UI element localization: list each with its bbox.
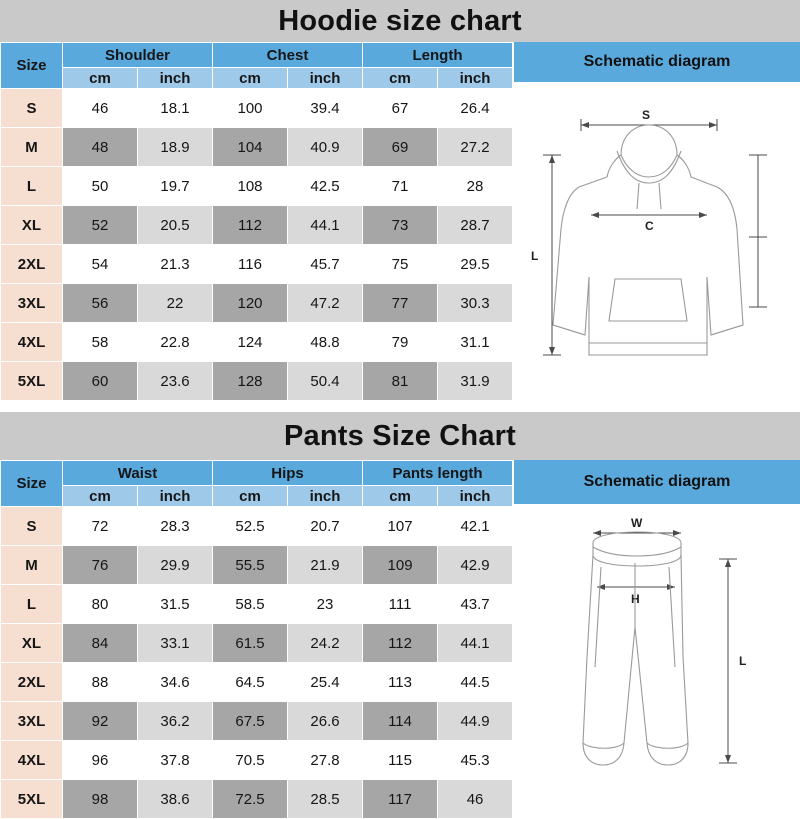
length-mark: L bbox=[531, 249, 539, 263]
cell: 44.5 bbox=[438, 663, 513, 702]
cell: 31.1 bbox=[438, 323, 513, 362]
cell: 23.6 bbox=[138, 362, 213, 401]
table-row bbox=[1, 585, 513, 624]
cell: 64.5 bbox=[213, 663, 288, 702]
cell: 55.5 bbox=[213, 546, 288, 585]
cell: 128 bbox=[213, 362, 288, 401]
cell: 52.5 bbox=[213, 507, 288, 546]
page-title: Hoodie size chart bbox=[278, 4, 522, 37]
unit-pants-length-inch: inch bbox=[438, 486, 513, 507]
hoodie-table-wrap bbox=[0, 42, 512, 412]
pants-table-wrap bbox=[0, 460, 512, 819]
cell: 21.3 bbox=[138, 245, 213, 284]
header-group-shoulder: Shoulder bbox=[63, 43, 213, 68]
shoulder-mark: S bbox=[642, 108, 651, 122]
pants-diagram-body bbox=[512, 504, 800, 800]
table-row bbox=[1, 89, 513, 128]
row-size: L bbox=[1, 585, 63, 624]
row-size: XL bbox=[1, 206, 63, 245]
cell: 71 bbox=[363, 167, 438, 206]
cell: 28.5 bbox=[288, 780, 363, 819]
row-size: 4XL bbox=[1, 741, 63, 780]
cell: 111 bbox=[363, 585, 438, 624]
cell: 46 bbox=[63, 89, 138, 128]
cell: 113 bbox=[363, 663, 438, 702]
pants-size-chart bbox=[0, 412, 800, 808]
cell: 27.8 bbox=[288, 741, 363, 780]
cell: 26.4 bbox=[438, 89, 513, 128]
cell: 44.1 bbox=[288, 206, 363, 245]
unit-length-cm: cm bbox=[363, 68, 438, 89]
cell: 124 bbox=[213, 323, 288, 362]
table-row bbox=[1, 741, 513, 780]
header-group-chest: Chest bbox=[213, 43, 363, 68]
row-size: S bbox=[1, 89, 63, 128]
table-row bbox=[1, 702, 513, 741]
table-header-row bbox=[1, 43, 513, 68]
table-row bbox=[1, 167, 513, 206]
cell: 116 bbox=[213, 245, 288, 284]
row-size: 2XL bbox=[1, 663, 63, 702]
pants-table bbox=[0, 460, 513, 819]
cell: 100 bbox=[213, 89, 288, 128]
hoodie-diagram-label: Schematic diagram bbox=[512, 42, 800, 82]
hoodie-body bbox=[0, 42, 800, 412]
hoodie-table bbox=[0, 42, 513, 401]
row-size: M bbox=[1, 128, 63, 167]
cell: 70.5 bbox=[213, 741, 288, 780]
cell: 54 bbox=[63, 245, 138, 284]
cell: 75 bbox=[363, 245, 438, 284]
cell: 112 bbox=[363, 624, 438, 663]
cell: 50 bbox=[63, 167, 138, 206]
cell: 27.2 bbox=[438, 128, 513, 167]
cell: 96 bbox=[63, 741, 138, 780]
header-group-waist: Waist bbox=[63, 461, 213, 486]
unit-shoulder-inch: inch bbox=[138, 68, 213, 89]
cell: 60 bbox=[63, 362, 138, 401]
pants-title-bar bbox=[0, 412, 800, 460]
unit-pants-length-cm: cm bbox=[363, 486, 438, 507]
cell: 28.7 bbox=[438, 206, 513, 245]
unit-hips-inch: inch bbox=[288, 486, 363, 507]
cell: 109 bbox=[363, 546, 438, 585]
cell: 29.9 bbox=[138, 546, 213, 585]
table-row bbox=[1, 780, 513, 819]
header-group-length: Length bbox=[363, 43, 513, 68]
pants-illustration-icon bbox=[521, 507, 791, 797]
cell: 36.2 bbox=[138, 702, 213, 741]
row-size: 2XL bbox=[1, 245, 63, 284]
cell: 79 bbox=[363, 323, 438, 362]
table-row bbox=[1, 245, 513, 284]
cell: 37.8 bbox=[138, 741, 213, 780]
pants-body bbox=[0, 460, 800, 819]
cell: 58 bbox=[63, 323, 138, 362]
cell: 67 bbox=[363, 89, 438, 128]
cell: 26.6 bbox=[288, 702, 363, 741]
row-size: 3XL bbox=[1, 284, 63, 323]
table-row bbox=[1, 507, 513, 546]
table-row bbox=[1, 284, 513, 323]
cell: 42.9 bbox=[438, 546, 513, 585]
row-size: M bbox=[1, 546, 63, 585]
cell: 33.1 bbox=[138, 624, 213, 663]
hoodie-diagram bbox=[512, 42, 800, 412]
cell: 40.9 bbox=[288, 128, 363, 167]
cell: 42.5 bbox=[288, 167, 363, 206]
cell: 61.5 bbox=[213, 624, 288, 663]
cell: 22 bbox=[138, 284, 213, 323]
cell: 50.4 bbox=[288, 362, 363, 401]
pants-length-mark: L bbox=[739, 654, 747, 668]
table-row bbox=[1, 663, 513, 702]
cell: 45.3 bbox=[438, 741, 513, 780]
table-header-row bbox=[1, 461, 513, 486]
cell: 73 bbox=[363, 206, 438, 245]
table-unit-row bbox=[1, 68, 513, 89]
cell: 28.3 bbox=[138, 507, 213, 546]
pants-diagram bbox=[512, 460, 800, 819]
cell: 98 bbox=[63, 780, 138, 819]
cell: 76 bbox=[63, 546, 138, 585]
unit-shoulder-cm: cm bbox=[63, 68, 138, 89]
cell: 81 bbox=[363, 362, 438, 401]
cell: 120 bbox=[213, 284, 288, 323]
cell: 22.8 bbox=[138, 323, 213, 362]
cell: 38.6 bbox=[138, 780, 213, 819]
cell: 84 bbox=[63, 624, 138, 663]
table-row bbox=[1, 206, 513, 245]
cell: 80 bbox=[63, 585, 138, 624]
cell: 47.2 bbox=[288, 284, 363, 323]
table-row bbox=[1, 546, 513, 585]
unit-chest-cm: cm bbox=[213, 68, 288, 89]
cell: 46 bbox=[438, 780, 513, 819]
pants-diagram-label: Schematic diagram bbox=[512, 460, 800, 504]
cell: 69 bbox=[363, 128, 438, 167]
cell: 34.6 bbox=[138, 663, 213, 702]
cell: 48 bbox=[63, 128, 138, 167]
cell: 44.9 bbox=[438, 702, 513, 741]
cell: 72 bbox=[63, 507, 138, 546]
cell: 28 bbox=[438, 167, 513, 206]
cell: 92 bbox=[63, 702, 138, 741]
cell: 30.3 bbox=[438, 284, 513, 323]
header-size: Size bbox=[1, 461, 63, 507]
cell: 25.4 bbox=[288, 663, 363, 702]
unit-hips-cm: cm bbox=[213, 486, 288, 507]
cell: 104 bbox=[213, 128, 288, 167]
cell: 19.7 bbox=[138, 167, 213, 206]
table-row bbox=[1, 323, 513, 362]
row-size: 4XL bbox=[1, 323, 63, 362]
cell: 107 bbox=[363, 507, 438, 546]
header-group-hips: Hips bbox=[213, 461, 363, 486]
cell: 67.5 bbox=[213, 702, 288, 741]
cell: 29.5 bbox=[438, 245, 513, 284]
hoodie-illustration-icon bbox=[521, 97, 791, 397]
cell: 72.5 bbox=[213, 780, 288, 819]
unit-waist-cm: cm bbox=[63, 486, 138, 507]
cell: 115 bbox=[363, 741, 438, 780]
table-row bbox=[1, 624, 513, 663]
cell: 20.5 bbox=[138, 206, 213, 245]
pants-title: Pants Size Chart bbox=[283, 419, 517, 452]
cell: 52 bbox=[63, 206, 138, 245]
chest-mark: C bbox=[645, 219, 654, 233]
cell: 24.2 bbox=[288, 624, 363, 663]
cell: 20.7 bbox=[288, 507, 363, 546]
cell: 43.7 bbox=[438, 585, 513, 624]
hips-mark: H bbox=[631, 592, 640, 606]
row-size: S bbox=[1, 507, 63, 546]
cell: 117 bbox=[363, 780, 438, 819]
waist-mark: W bbox=[631, 516, 643, 530]
table-unit-row bbox=[1, 486, 513, 507]
cell: 31.9 bbox=[438, 362, 513, 401]
header-group-pants-length: Pants length bbox=[363, 461, 513, 486]
cell: 31.5 bbox=[138, 585, 213, 624]
cell: 114 bbox=[363, 702, 438, 741]
row-size: L bbox=[1, 167, 63, 206]
cell: 58.5 bbox=[213, 585, 288, 624]
hoodie-title-bar bbox=[0, 0, 800, 42]
row-size: 3XL bbox=[1, 702, 63, 741]
unit-waist-inch: inch bbox=[138, 486, 213, 507]
cell: 21.9 bbox=[288, 546, 363, 585]
cell: 56 bbox=[63, 284, 138, 323]
cell: 88 bbox=[63, 663, 138, 702]
cell: 45.7 bbox=[288, 245, 363, 284]
cell: 112 bbox=[213, 206, 288, 245]
header-size: Size bbox=[1, 43, 63, 89]
row-size: 5XL bbox=[1, 362, 63, 401]
row-size: 5XL bbox=[1, 780, 63, 819]
cell: 18.9 bbox=[138, 128, 213, 167]
unit-length-inch: inch bbox=[438, 68, 513, 89]
cell: 23 bbox=[288, 585, 363, 624]
unit-chest-inch: inch bbox=[288, 68, 363, 89]
hoodie-diagram-body bbox=[512, 82, 800, 412]
cell: 44.1 bbox=[438, 624, 513, 663]
cell: 18.1 bbox=[138, 89, 213, 128]
cell: 108 bbox=[213, 167, 288, 206]
table-row bbox=[1, 128, 513, 167]
row-size: XL bbox=[1, 624, 63, 663]
cell: 42.1 bbox=[438, 507, 513, 546]
cell: 39.4 bbox=[288, 89, 363, 128]
cell: 48.8 bbox=[288, 323, 363, 362]
cell: 77 bbox=[363, 284, 438, 323]
table-row bbox=[1, 362, 513, 401]
